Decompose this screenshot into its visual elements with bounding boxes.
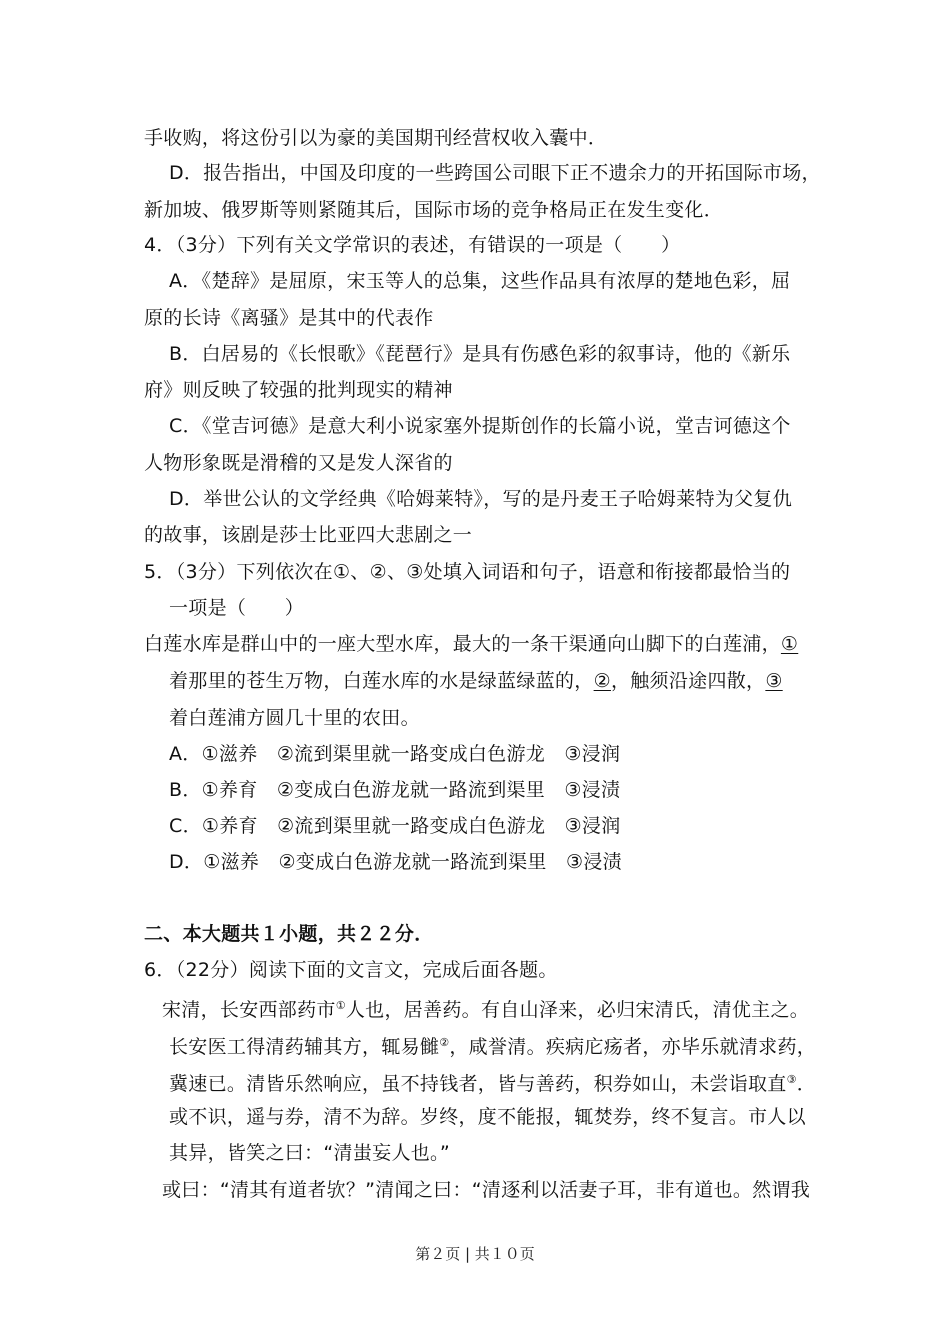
q5-stem-line2: 一项是（ ） — [169, 597, 305, 619]
q6-stem: 6．（22分）阅读下面的文言文，完成后面各题。 — [144, 959, 558, 981]
q5-passage-text: 白莲水库是群山中的一座大型水库，最大的一条干渠通向山脚下的白莲浦， — [144, 633, 781, 655]
q6-passage-line4: 或不识，遥与券，清不为辞。岁终，度不能报，辄焚券，终不复言。市人以 — [169, 1106, 806, 1128]
q4-option-d-line1: D．举世公认的文学经典《哈姆莱特》，写的是丹麦王子哈姆莱特为父复仇 — [169, 488, 793, 510]
q5-passage-line2 — [169, 669, 783, 693]
q4-option-a-line2: 原的长诗《离骚》是其中的代表作 — [144, 307, 434, 329]
blank-2-marker: ② — [593, 670, 611, 692]
footnote-3-marker: ③ — [786, 1073, 797, 1086]
q3-option-d-line1: D．报告指出，中国及印度的一些跨国公司眼下正不遗余力的开拓国际市场， — [169, 162, 821, 184]
section-2-heading: 二、本大题共１小题，共２２分． — [144, 923, 434, 945]
q4-option-c-line2: 人物形象既是滑稽的又是发人深省的 — [144, 452, 453, 474]
page-footer: 第２页 | 共１０页 — [415, 1245, 535, 1263]
q4-option-d-line2: 的故事，该剧是莎士比亚四大悲剧之一 — [144, 524, 473, 546]
q4-option-a-line1: A．《楚辞》是屈原，宋玉等人的总集，这些作品具有浓厚的楚地色彩，屈 — [169, 270, 791, 292]
q5-option-b: B．①养育 ②变成白色游龙就一路流到渠里 ③浸渍 — [169, 779, 621, 801]
q4-option-c-line1: C．《堂吉诃德》是意大利小说家塞外提斯创作的长篇小说，堂吉诃德这个 — [169, 415, 791, 437]
q6-passage-line2 — [169, 1031, 816, 1059]
q6-passage-text: ，咸誉清。疾病庀疡者，亦毕乐就清求药， — [449, 1036, 817, 1058]
q6-passage-text: 人也，居善药。有自山泽来，必归宋清氏，清优主之。 — [345, 999, 810, 1021]
q6-passage-text: 长安医工得清药辅其方，辄易雠 — [169, 1036, 440, 1058]
q6-passage-text: 冀速已。清皆乐然响应，虽不持钱者，皆与善药，积券如山，未尝诣取直 — [169, 1073, 787, 1095]
q5-passage-line3: 着白莲浦方圆几十里的农田。 — [169, 707, 420, 729]
q6-passage-text: ． — [796, 1073, 817, 1095]
q4-option-b-line1: B．白居易的《长恨歌》《琵琶行》是具有伤感色彩的叙事诗，他的《新乐 — [169, 343, 791, 365]
q5-passage-text: ，触须沿途四散， — [610, 670, 766, 692]
footnote-1-marker: ① — [335, 999, 346, 1012]
q5-option-a: A．①滋养 ②流到渠里就一路变成白色游龙 ③浸润 — [169, 743, 621, 765]
q6-passage-line6: 或曰：“清其有道者欤？”清闻之曰：“清逐利以活妻子耳，非有道也。然谓我 — [162, 1179, 811, 1201]
q6-passage-line3 — [169, 1068, 816, 1096]
q5-stem-line1: 5．（3分）下列依次在①、②、③处填入词语和句子，语意和衔接都最恰当的 — [144, 561, 791, 583]
q6-passage-text: 宋清，长安西部药市 — [162, 999, 336, 1021]
q5-passage-text: 着那里的苍生万物，白莲水库的水是绿蓝绿蓝的， — [169, 670, 594, 692]
q3-option-c-continuation: 手收购，将这份引以为豪的美国期刊经营权收入囊中． — [144, 127, 608, 149]
q5-passage-line1 — [144, 632, 798, 656]
q4-stem: 4．（3分）下列有关文学常识的表述，有错误的一项是（ ） — [144, 234, 681, 256]
q3-option-d-line2: 新加坡、俄罗斯等则紧随其后，国际市场的竞争格局正在发生变化． — [144, 199, 724, 221]
q6-passage-line5: 其异，皆笑之曰：“清蚩妄人也。” — [169, 1142, 450, 1164]
footnote-2-marker: ② — [439, 1036, 450, 1049]
q6-passage-line1 — [162, 994, 809, 1022]
q4-option-b-line2: 府》则反映了较强的批判现实的精神 — [144, 379, 453, 401]
q5-option-d: D．①滋养 ②变成白色游龙就一路流到渠里 ③浸渍 — [169, 851, 622, 873]
blank-3-marker: ③ — [765, 670, 783, 692]
q5-option-c: C．①养育 ②流到渠里就一路变成白色游龙 ③浸润 — [169, 815, 621, 837]
blank-1-marker: ① — [780, 633, 799, 655]
